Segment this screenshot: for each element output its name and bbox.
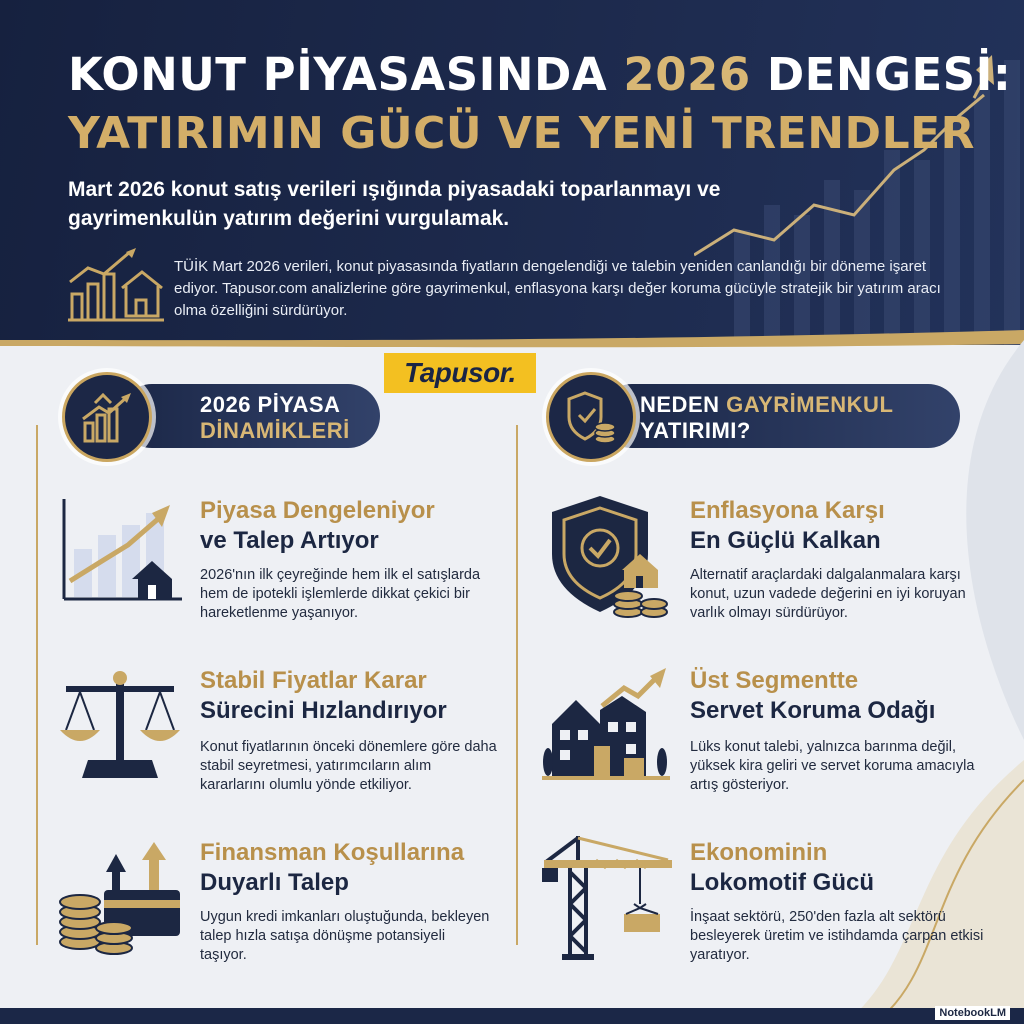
right-item-1-title: Enflasyona Karşı En Güçlü Kalkan: [690, 497, 885, 554]
left-item-3-title: Finansman Koşullarına Duyarlı Talep: [200, 839, 465, 896]
hero-banner: [0, 0, 1024, 345]
left-header-line1: 2026 PİYASA: [200, 392, 341, 417]
right-header-line1: NEDEN GAYRİMENKUL: [640, 392, 894, 417]
page-title-line2: YATIRIMIN GÜCÜ VE YENİ TRENDLER: [68, 108, 976, 159]
luxury-house-growth-icon: [542, 666, 670, 788]
market-dynamics-icon: [62, 372, 152, 462]
balance-scale-icon: [58, 668, 184, 784]
page-subtitle: Mart 2026 konut satış verileri ışığında piyasadaki toparlanmayı ve gayrimenkulün yatırım değerini vurgulamak.: [68, 178, 721, 230]
left-header-line2: DİNAMİKLERİ: [200, 418, 350, 443]
right-header-line2: YATIRIMI?: [640, 418, 751, 443]
right-item-2-desc: Lüks konut talebi, yalnızca barınma değil, yüksek kira geliri ve servet koruma amacıyla artış gösteriyor.: [690, 739, 975, 793]
construction-crane-icon: [540, 832, 674, 962]
shield-coins-icon: [546, 372, 636, 462]
right-item-2-title: Üst Segmentte Servet Koruma Odağı: [690, 667, 936, 724]
left-item-1-title: Piyasa Dengeleniyor ve Talep Artıyor: [200, 497, 435, 554]
rising-chart-house-icon: [58, 495, 186, 607]
right-item-1-desc: Alternatif araçlardaki dalgalanmalara karşı konut, uzun vadede değerini en iyi koruyan varlık olmayı sürdürüyor.: [690, 567, 966, 621]
left-item-2-desc: Konut fiyatlarının önceki dönemlere göre daha stabil seyretmesi, yatırımcıların alım kararlarını olumlu yönde etkiliyor.: [200, 739, 497, 793]
right-section-header: [600, 384, 960, 448]
left-section-header: [120, 384, 380, 448]
left-item-1-desc: 2026'nın ilk çeyreğinde hem ilk el satışlarda hem de ipotekli işlemlerde dikkat çekici bir hareketlenme yaşanıyor.: [200, 567, 481, 621]
left-column-line: [36, 425, 38, 945]
left-item-2-title: Stabil Fiyatlar Karar Sürecini Hızlandırıyor: [200, 667, 447, 724]
footer-bar: [0, 1008, 1024, 1024]
notebooklm-watermark: NotebookLM: [935, 1006, 1010, 1020]
finance-coins-card-icon: [58, 838, 182, 958]
right-item-3-desc: İnşaat sektörü, 250'den fazla alt sektörü besleyerek üretim ve istihdamda çarpan etkisi yaratıyor.: [690, 909, 984, 963]
right-column-line: [516, 425, 518, 945]
tapusor-logo: Tapusor.: [384, 353, 536, 393]
shield-check-house-icon: [548, 492, 670, 620]
page-title-line1: KONUT PİYASASINDA 2026 DENGESİ:: [68, 48, 1012, 101]
left-item-3-desc: Uygun kredi imkanları oluştuğunda, bekleyen talep hızla satışa dönüşme potansiyeli taşıyor.: [200, 909, 490, 963]
intro-paragraph: TÜİK Mart 2026 verileri, konut piyasasında fiyatların dengelendiği ve talebin yeniden canlandığı bir döneme işaret ediyor. Tapusor.com analizlerine göre gayrimenkul, enflasyona karşı değer koruma gücüyle stratejik bir yatırım aracı olma özelliğini sürdürüyor.: [174, 258, 941, 319]
right-item-3-title: Ekonominin Lokomotif Gücü: [690, 839, 874, 896]
house-growth-icon: [66, 244, 166, 324]
